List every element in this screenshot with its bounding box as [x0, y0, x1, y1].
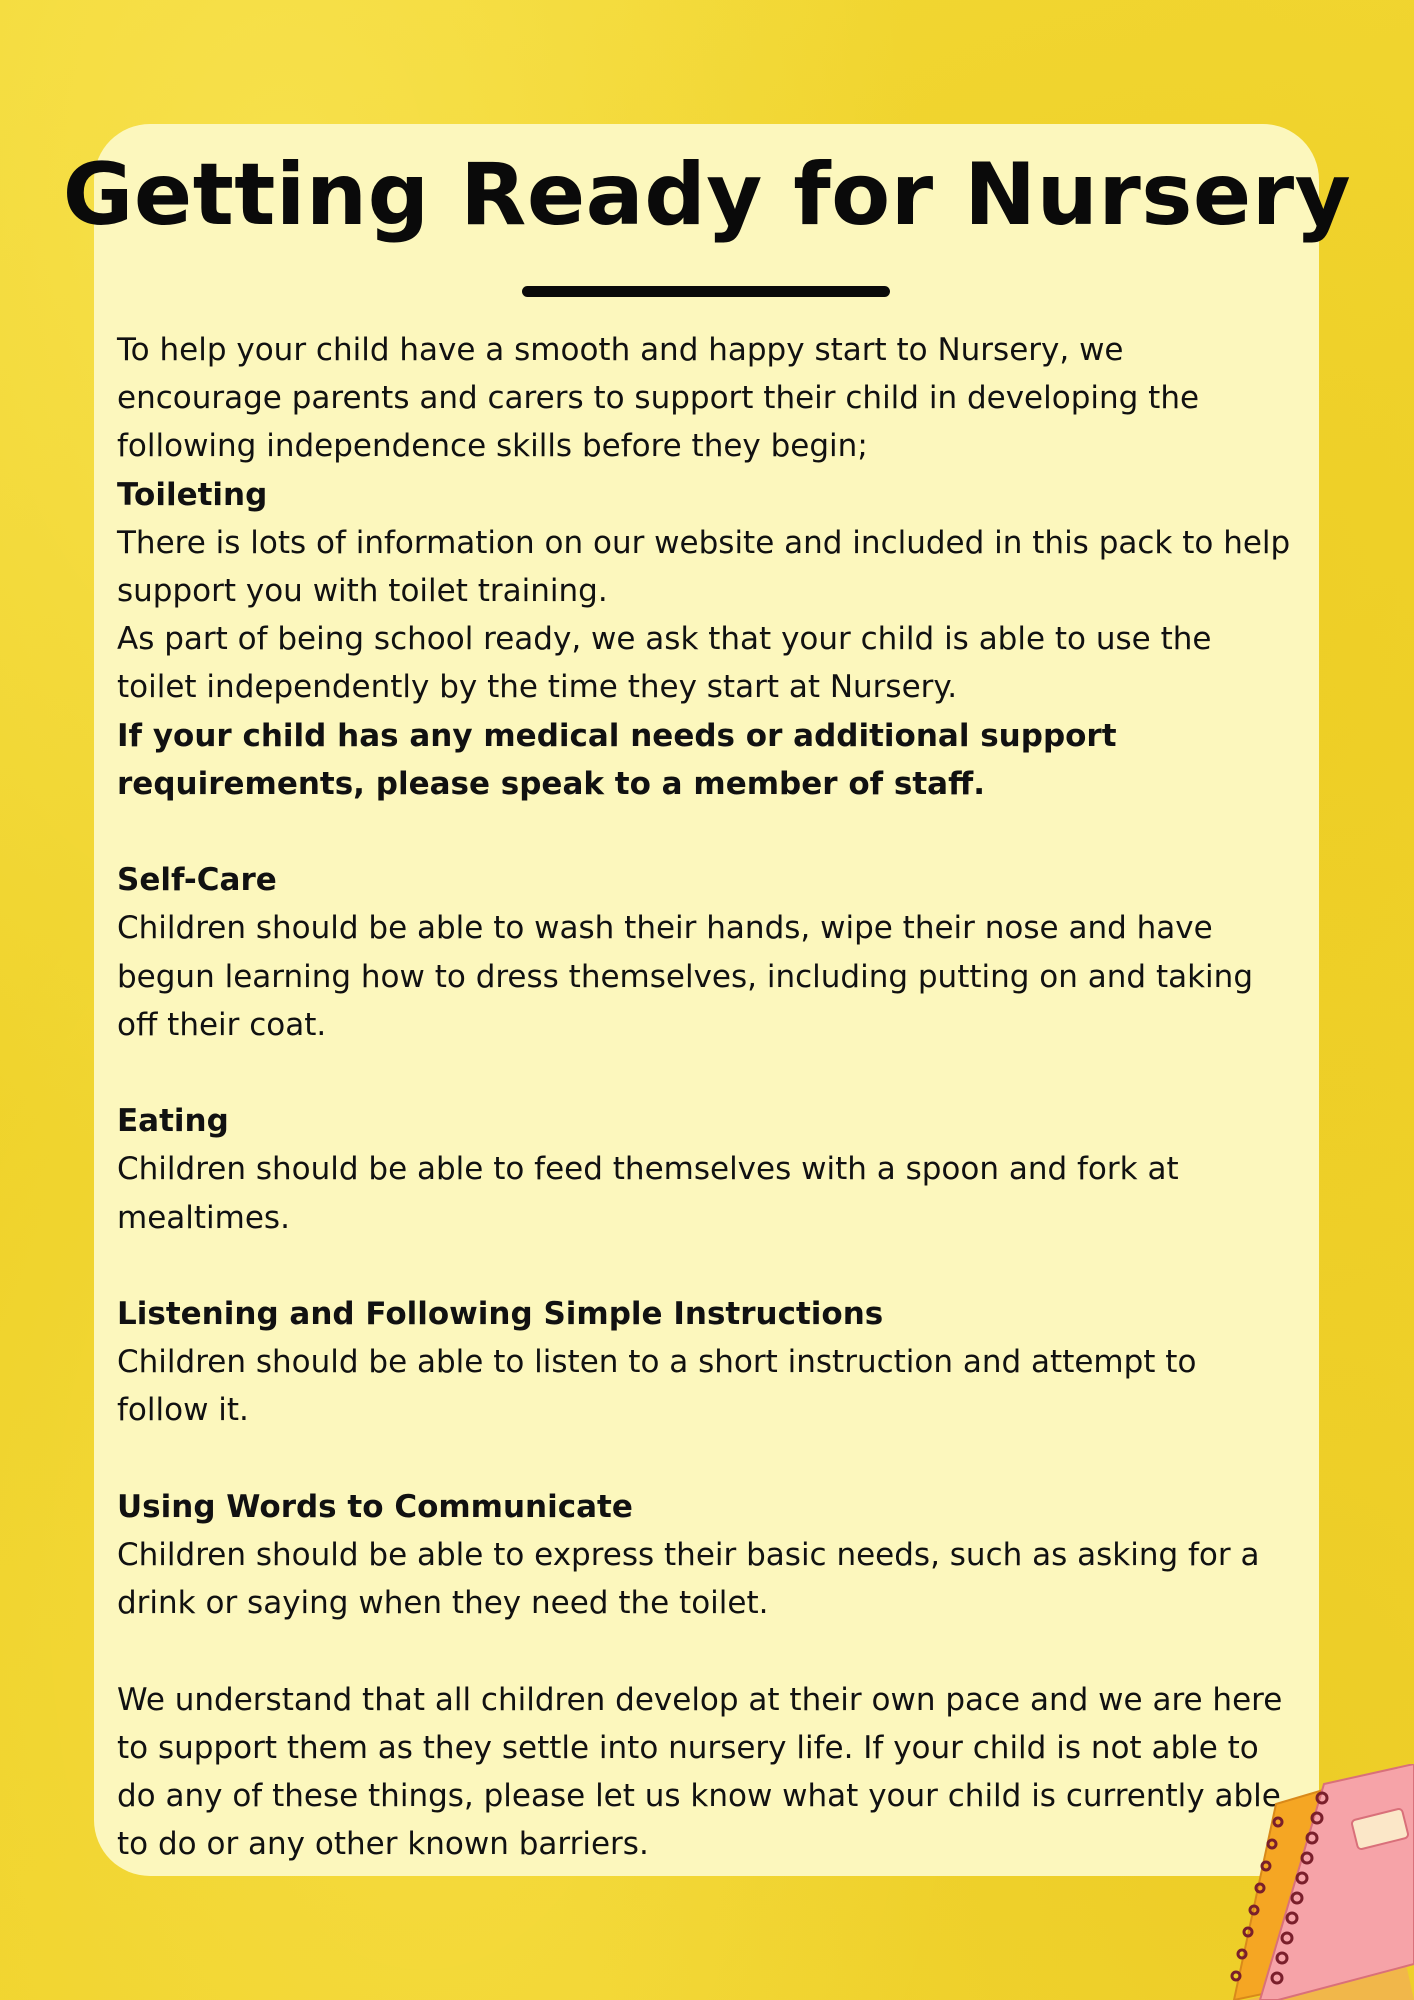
document-body — [117, 326, 1297, 1868]
spacer — [117, 1627, 1297, 1675]
spacer — [117, 1049, 1297, 1097]
closing-paragraph: We understand that all children develop at their own pace and we are here to support them as they settle into nursery life. If your child is not able to do any of these things, please let us know what your child is currently able to do or any other known barriers. — [117, 1681, 1283, 1863]
communication-text: Children should be able to express their basic needs, such as asking for a drink or saying when they need the toilet. — [117, 1537, 1260, 1622]
eating-text: Children should be able to feed themselves with a spoon and fork at mealtimes. — [117, 1151, 1179, 1236]
toileting-text-2: As part of being school ready, we ask that your child is able to use the toilet independently by the time they start at Nursery. — [117, 621, 1212, 706]
toileting-heading: Toileting — [117, 476, 268, 513]
self-care-text: Children should be able to wash their hands, wipe their nose and have begun learning how to dress themselves, including putting on and taking off their coat. — [117, 910, 1253, 1043]
self-care-heading: Self-Care — [117, 862, 277, 899]
intro-paragraph: To help your child have a smooth and happy start to Nursery, we encourage parents and carers to support their child in developing the following independence skills before they begin; — [117, 332, 1200, 465]
page-title: Getting Ready for Nursery — [62, 145, 1352, 245]
spacer — [117, 808, 1297, 856]
communication-heading: Using Words to Communicate — [117, 1488, 633, 1525]
spacer — [117, 1435, 1297, 1483]
listening-text: Children should be able to listen to a short instruction and attempt to follow it. — [117, 1344, 1197, 1429]
spacer — [117, 1242, 1297, 1290]
toileting-note: If your child has any medical needs or additional support requirements, please speak to a member of staff. — [117, 717, 1117, 802]
listening-heading: Listening and Following Simple Instructions — [117, 1296, 884, 1333]
eating-heading: Eating — [117, 1103, 229, 1140]
notebooks-illustration — [1206, 1764, 1414, 2000]
title-underline — [522, 286, 890, 297]
toileting-text-1: There is lots of information on our website and included in this pack to help support you with toilet training. — [117, 524, 1291, 610]
